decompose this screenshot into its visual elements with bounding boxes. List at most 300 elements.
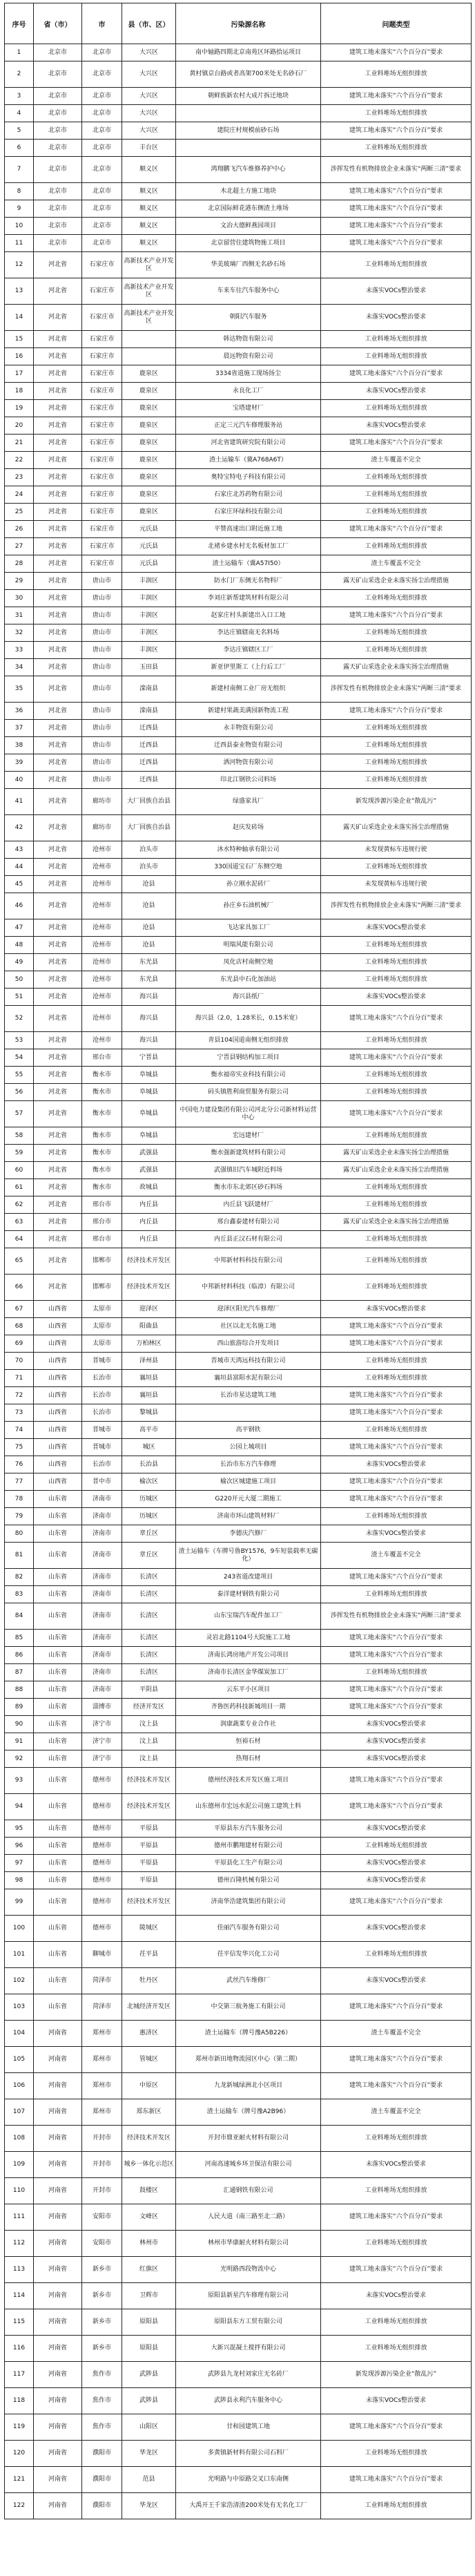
cell-county: 玉田县 [122,659,176,676]
cell-pollution-source: 内丘县飞跃建材厂 [176,1196,321,1214]
cell-province: 河北省 [34,452,82,469]
cell-county: 长清区 [122,1569,176,1586]
cell-index: 15 [5,331,34,348]
table-row [5,1525,472,1543]
cell-index: 50 [5,971,34,989]
cell-province: 北京市 [34,122,82,140]
cell-problem-type: 工业料堆场无组织排放 [321,754,472,772]
cell-problem-type: 工业料堆场无组织排放 [321,1353,472,1370]
cell-pollution-source: 绿盛家具厂 [176,789,321,815]
cell-city: 衡水市 [82,1084,122,1101]
cell-pollution-source: 北京国际鲜花港东侧渣土堆场 [176,200,321,218]
cell-city: 晋城市 [82,1422,122,1439]
cell-city: 石家庄市 [82,305,122,331]
table-row [5,1179,472,1196]
cell-pollution-source: 邢台鑫泰建材有限公司 [176,1214,321,1231]
cell-problem-type: 未落实VOCs整治要求 [321,2152,472,2178]
cell-province: 山东省 [34,1768,82,1794]
cell-problem-type: 工业料堆场无组织排放 [321,2441,472,2467]
table-row [5,1473,472,1491]
cell-pollution-source: 恒裕石材 [176,1733,321,1750]
table-row [5,1942,472,1968]
cell-county: 泽州县 [122,1353,176,1370]
cell-problem-type: 未落实VOCs整治要求 [321,1733,472,1750]
cell-index: 102 [5,1968,34,1994]
table-row [5,1084,472,1101]
cell-province: 山东省 [34,1716,82,1733]
cell-problem-type: 未落实VOCs整治要求 [321,2283,472,2309]
cell-pollution-source: 渣土运输车（牌号豫A5B226） [176,2021,321,2047]
cell-province: 河北省 [34,1049,82,1067]
cell-province: 河北省 [34,642,82,659]
cell-problem-type: 未落实VOCs整治要求 [321,2388,472,2414]
cell-county: 华龙区 [122,2493,176,2519]
cell-pollution-source: 济南市环山建筑材料厂 [176,1508,321,1525]
table-row [5,122,472,140]
cell-county: 迁西县 [122,737,176,754]
cell-pollution-source: 凤化店村南侧空地 [176,954,321,971]
cell-pollution-source: 甘和园建筑工地 [176,2414,321,2441]
table-row [5,659,472,676]
cell-problem-type: 工业料堆场无组织排放 [321,2309,472,2336]
cell-index: 23 [5,469,34,486]
cell-index: 29 [5,573,34,590]
cell-city: 唐山市 [82,642,122,659]
cell-county: 北城经济开发区 [122,1994,176,2021]
cell-province: 山东省 [34,1994,82,2021]
cell-city: 唐山市 [82,590,122,607]
cell-county: 管城区 [122,2047,176,2073]
cell-province: 山西省 [34,1353,82,1370]
table-row [5,278,472,305]
table-row [5,1586,472,1603]
cell-province: 山东省 [34,1750,82,1768]
cell-problem-type: 工业料堆场无组织排放 [321,1067,472,1084]
cell-county: 大兴区 [122,105,176,122]
table-row [5,218,472,235]
cell-pollution-source: 文冶大德鲜燕园项目 [176,218,321,235]
table-row [5,2467,472,2493]
cell-city: 济南市 [82,1543,122,1569]
cell-index: 117 [5,2362,34,2388]
cell-province: 河北省 [34,1127,82,1145]
cell-pollution-source: 渣土运输车（牌号豫A2B96） [176,2099,321,2126]
cell-county: 经济开发区 [122,1699,176,1716]
cell-problem-type: 建筑工地未落实“六个百分百”要求 [321,1647,472,1664]
table-row [5,252,472,278]
cell-county: 汶上县 [122,1733,176,1750]
cell-county: 丰润区 [122,607,176,624]
cell-index: 8 [5,183,34,200]
table-row [5,1508,472,1525]
cell-province: 河北省 [34,590,82,607]
cell-index: 11 [5,235,34,252]
cell-pollution-source: 大禹开王千家浩清渣200米处有无名化工厂 [176,2493,321,2519]
cell-city: 新乡市 [82,2309,122,2336]
cell-index: 19 [5,400,34,417]
cell-province: 山西省 [34,1318,82,1335]
table-row [5,2388,472,2414]
cell-problem-type: 渣土车覆盖不完全 [321,2099,472,2126]
cell-city: 晋中市 [82,1473,122,1491]
cell-city: 北京市 [82,44,122,61]
table-row [5,1733,472,1750]
cell-index: 105 [5,2047,34,2073]
cell-problem-type: 建筑工地未落实“六个百分百”要求 [321,1318,472,1335]
cell-index: 40 [5,772,34,789]
cell-city: 长治市 [82,1370,122,1387]
cell-city: 邢台市 [82,1231,122,1248]
cell-county: 城区 [122,1439,176,1456]
cell-province: 北京市 [34,105,82,122]
cell-pollution-source: 木北超土方施工地块 [176,183,321,200]
cell-pollution-source: 东光县中石化加油站 [176,971,321,989]
table-row [5,88,472,105]
table-row [5,1872,472,1889]
cell-pollution-source: 新建村南侧工业厂房无组织 [176,676,321,703]
table-row [5,2231,472,2257]
cell-province: 北京市 [34,44,82,61]
cell-pollution-source: 新亚伊里斯工（上行后工厂 [176,659,321,676]
cell-pollution-source: 西山旅游综合开发项目 [176,1335,321,1353]
cell-city: 德州市 [82,1768,122,1794]
cell-index: 64 [5,1231,34,1248]
cell-city: 廊坊市 [82,789,122,815]
cell-pollution-source: 韩达物资有限公司 [176,331,321,348]
cell-index: 85 [5,1630,34,1647]
cell-pollution-source: 平原县化工生产有限公司 [176,1855,321,1872]
cell-county: 长清区 [122,1586,176,1603]
cell-problem-type: 工业料堆场无组织排放 [321,1370,472,1387]
cell-pollution-source: 宝塔建材厂 [176,400,321,417]
cell-province: 河北省 [34,859,82,876]
cell-city: 焦作市 [82,2362,122,2388]
cell-problem-type: 工业料堆场无组织排放 [321,737,472,754]
cell-index: 27 [5,538,34,555]
cell-county: 内丘县 [122,1196,176,1214]
table-row [5,1335,472,1353]
cell-index: 35 [5,676,34,703]
cell-index: 2 [5,61,34,88]
table-row [5,841,472,859]
cell-pollution-source: 长治市星达建筑工地 [176,1387,321,1404]
cell-problem-type: 工业料堆场无组织排放 [321,252,472,278]
cell-county: 阳曲县 [122,1318,176,1335]
cell-index: 79 [5,1508,34,1525]
cell-pollution-source: 原阳县新星汽车修理有限公司 [176,2283,321,2309]
table-row [5,754,472,772]
cell-problem-type: 露天矿山采选企业未落实扬尘治理措施 [321,1214,472,1231]
cell-index: 9 [5,200,34,218]
cell-problem-type: 工业料堆场无组织排放 [321,1196,472,1214]
cell-pollution-source: 沐水特种轴承有限公司 [176,841,321,859]
cell-pollution-source: 车来车往汽车服务中心 [176,278,321,305]
cell-index: 98 [5,1872,34,1889]
cell-province: 河北省 [34,1275,82,1301]
cell-index: 69 [5,1335,34,1353]
cell-county: 平原县 [122,1872,176,1889]
cell-index: 54 [5,1049,34,1067]
cell-pollution-source: 林州市华康耐火材料有限公司 [176,2231,321,2257]
table-row [5,235,472,252]
table-body [5,44,472,2519]
cell-index: 22 [5,452,34,469]
table-row [5,1838,472,1855]
cell-index: 73 [5,1404,34,1422]
cell-pollution-source: 海兴县（2.0，1.28米长，0.15米宽） [176,1006,321,1032]
table-row [5,1664,472,1681]
cell-index: 70 [5,1353,34,1370]
cell-pollution-source: 北京留营住建筑物施工项目 [176,235,321,252]
cell-county: 榆次区 [122,1473,176,1491]
cell-problem-type: 工业料堆场无组织排放 [321,538,472,555]
cell-city: 长治市 [82,1456,122,1473]
cell-province: 北京市 [34,157,82,183]
cell-province: 河北省 [34,1179,82,1196]
cell-city: 邢台市 [82,1196,122,1214]
table-row [5,1422,472,1439]
cell-city: 济南市 [82,1569,122,1586]
table-row [5,989,472,1006]
cell-city: 石家庄市 [82,435,122,452]
cell-pollution-source [176,1404,321,1422]
cell-city: 石家庄市 [82,383,122,400]
header-problem-type: 问题类型 [321,3,472,44]
cell-problem-type: 建筑工地未落实“六个百分百”要求 [321,1994,472,2021]
cell-province: 河北省 [34,720,82,737]
cell-province: 河南省 [34,2099,82,2126]
cell-problem-type: 未落实VOCs整治要求 [321,278,472,305]
cell-county: 沧县 [122,876,176,893]
cell-index: 101 [5,1942,34,1968]
table-row [5,555,472,573]
cell-problem-type: 工业料堆场无组织排放 [321,1838,472,1855]
cell-county: 阜城县 [122,1084,176,1101]
table-row [5,1439,472,1456]
cell-pollution-source: 中国电力建设集团有限公司河北分公司新材料运营中心 [176,1101,321,1127]
cell-county: 历城区 [122,1491,176,1508]
cell-province: 河北省 [34,383,82,400]
cell-province: 河北省 [34,486,82,504]
cell-city: 衡水市 [82,1145,122,1162]
cell-county: 内丘县 [122,1231,176,1248]
cell-index: 1 [5,44,34,61]
table-row [5,1794,472,1820]
cell-pollution-source: 佳丽汽车服务有限公司 [176,1916,321,1942]
cell-city: 德州市 [82,1916,122,1942]
cell-problem-type: 工业料堆场无组织排放 [321,504,472,521]
cell-province: 河南省 [34,2336,82,2362]
cell-province: 河北省 [34,937,82,954]
table-row [5,200,472,218]
cell-pollution-source: 330国道宝石厂东侧空地 [176,859,321,876]
cell-province: 河北省 [34,305,82,331]
cell-province: 河北省 [34,417,82,435]
cell-province: 河南省 [34,2283,82,2309]
cell-county: 丰台区 [122,140,176,157]
cell-county: 鹿泉区 [122,383,176,400]
cell-county: 原阳县 [122,2336,176,2362]
cell-problem-type: 未落实VOCs整治要求 [321,383,472,400]
cell-province: 山东省 [34,1525,82,1543]
cell-problem-type: 工业料堆场无组织排放 [321,1231,472,1248]
cell-city: 德州市 [82,1794,122,1820]
cell-problem-type: 建筑工地未落实“六个百分百”要求 [321,607,472,624]
cell-pollution-source: 多黄镇新材料有限公司石料厂 [176,2441,321,2467]
cell-province: 山西省 [34,1335,82,1353]
cell-problem-type: 建筑工地未落实“六个百分百”要求 [321,2073,472,2099]
cell-city: 德州市 [82,1855,122,1872]
cell-index: 108 [5,2126,34,2152]
table-row [5,105,472,122]
table-row [5,1456,472,1473]
cell-pollution-source: 李达庄镇辖南无名料场 [176,624,321,642]
cell-index: 17 [5,365,34,383]
cell-pollution-source: 高平钢铁 [176,1422,321,1439]
cell-index: 71 [5,1370,34,1387]
cell-index: 49 [5,954,34,971]
header-index: 序号 [5,3,34,44]
cell-pollution-source: 山东德州市宏远水泥公司施工建筑土料 [176,1794,321,1820]
cell-city: 北京市 [82,235,122,252]
cell-province: 河南省 [34,2467,82,2493]
cell-city: 衡水市 [82,1162,122,1179]
cell-province: 河北省 [34,954,82,971]
cell-city: 济南市 [82,1647,122,1664]
table-row [5,859,472,876]
cell-county: 长清区 [122,1630,176,1647]
cell-index: 65 [5,1248,34,1275]
cell-problem-type: 工业料堆场无组织排放 [321,348,472,365]
cell-problem-type: 未落实VOCs整治要求 [321,1872,472,1889]
cell-problem-type: 工业料堆场无组织排放 [321,954,472,971]
table-row [5,703,472,720]
cell-index: 46 [5,893,34,919]
cell-city: 沧州市 [82,841,122,859]
table-row [5,573,472,590]
cell-index: 80 [5,1525,34,1543]
table-row [5,1916,472,1942]
cell-county: 阜城县 [122,1101,176,1127]
cell-pollution-source: 中交第三航务施工有限公司 [176,1994,321,2021]
cell-index: 68 [5,1318,34,1335]
cell-province: 河南省 [34,2021,82,2047]
cell-county: 华龙区 [122,2441,176,2467]
cell-pollution-source: 长治市东方汽车修理 [176,1456,321,1473]
cell-city: 北京市 [82,140,122,157]
cell-county: 山阳区 [122,2414,176,2441]
cell-city: 郑州市 [82,2047,122,2073]
cell-province: 河南省 [34,2362,82,2388]
cell-province: 河北省 [34,772,82,789]
cell-index: 51 [5,989,34,1006]
cell-province: 北京市 [34,235,82,252]
cell-index: 13 [5,278,34,305]
cell-index: 20 [5,417,34,435]
cell-province: 山东省 [34,1916,82,1942]
cell-index: 116 [5,2336,34,2362]
table-row [5,1855,472,1872]
cell-index: 5 [5,122,34,140]
cell-county: 大兴区 [122,61,176,88]
cell-problem-type: 建筑工地未落实“六个百分百”要求 [321,1699,472,1716]
cell-city: 济宁市 [82,1733,122,1750]
cell-index: 114 [5,2283,34,2309]
cell-pollution-source: 榆次区城建施工项目 [176,1473,321,1491]
cell-index: 33 [5,642,34,659]
table-row [5,2283,472,2309]
cell-index: 58 [5,1127,34,1145]
cell-pollution-source: 孙庄乡石油机械厂 [176,893,321,919]
cell-province: 河北省 [34,989,82,1006]
cell-province: 河北省 [34,659,82,676]
cell-province: 河北省 [34,348,82,365]
cell-problem-type: 工业料堆场无组织排放 [321,642,472,659]
cell-problem-type: 建筑工地未落实“六个百分百”要求 [321,218,472,235]
cell-city: 唐山市 [82,772,122,789]
cell-pollution-source: 李达庄镇辖区工厂 [176,642,321,659]
cell-problem-type: 工业料堆场无组织排放 [321,1942,472,1968]
cell-index: 76 [5,1456,34,1473]
cell-city: 菏泽市 [82,1968,122,1994]
cell-pollution-source: 中邦新材料科技有限公司 [176,1248,321,1275]
cell-city: 沧州市 [82,1032,122,1049]
cell-province: 河南省 [34,2073,82,2099]
cell-county: 丰润区 [122,624,176,642]
cell-city: 郑州市 [82,2099,122,2126]
cell-pollution-source: 海兴县纸厂 [176,989,321,1006]
cell-county: 大兴区 [122,44,176,61]
cell-pollution-source: 山东宝瑞汽车配件加工厂 [176,1603,321,1630]
table-row [5,1699,472,1716]
cell-problem-type: 未发现黄标车违规行驶 [321,876,472,893]
table-row [5,919,472,937]
cell-county: 沧县 [122,893,176,919]
table-row [5,1647,472,1664]
cell-province: 北京市 [34,200,82,218]
cell-pollution-source: 晨远物资有限公司 [176,348,321,365]
cell-problem-type: 建筑工地未落实“六个百分百”要求 [321,1404,472,1422]
cell-problem-type: 工业料堆场无组织排放 [321,400,472,417]
cell-county: 林州市 [122,2231,176,2257]
cell-problem-type: 工业料堆场无组织排放 [321,105,472,122]
cell-province: 山西省 [34,1370,82,1387]
cell-city: 北京市 [82,200,122,218]
cell-city: 济南市 [82,1508,122,1525]
cell-county: 顺义区 [122,218,176,235]
cell-problem-type: 工业料堆场无组织排放 [321,1508,472,1525]
cell-problem-type: 渣土车覆盖不完全 [321,2021,472,2047]
cell-county: 牡丹区 [122,1968,176,1994]
cell-problem-type: 工业料堆场无组织排放 [321,720,472,737]
cell-county: 鹿泉区 [122,469,176,486]
table-row [5,1387,472,1404]
table-row [5,642,472,659]
cell-province: 山东省 [34,1733,82,1750]
cell-city: 衡水市 [82,1067,122,1084]
cell-county: 海兴县 [122,989,176,1006]
table-row [5,2493,472,2519]
cell-problem-type: 建筑工地未落实“六个百分百”要求 [321,435,472,452]
cell-problem-type: 建筑工地未落实“六个百分百”要求 [321,2414,472,2441]
table-row [5,937,472,954]
cell-province: 河南省 [34,2388,82,2414]
cell-problem-type: 建筑工地未落实“六个百分百”要求 [321,1387,472,1404]
cell-county: 平阴县 [122,1681,176,1699]
cell-city: 石家庄市 [82,400,122,417]
cell-city: 晋城市 [82,1439,122,1456]
cell-pollution-source: 襄垣县富阳水泥有限公司 [176,1370,321,1387]
